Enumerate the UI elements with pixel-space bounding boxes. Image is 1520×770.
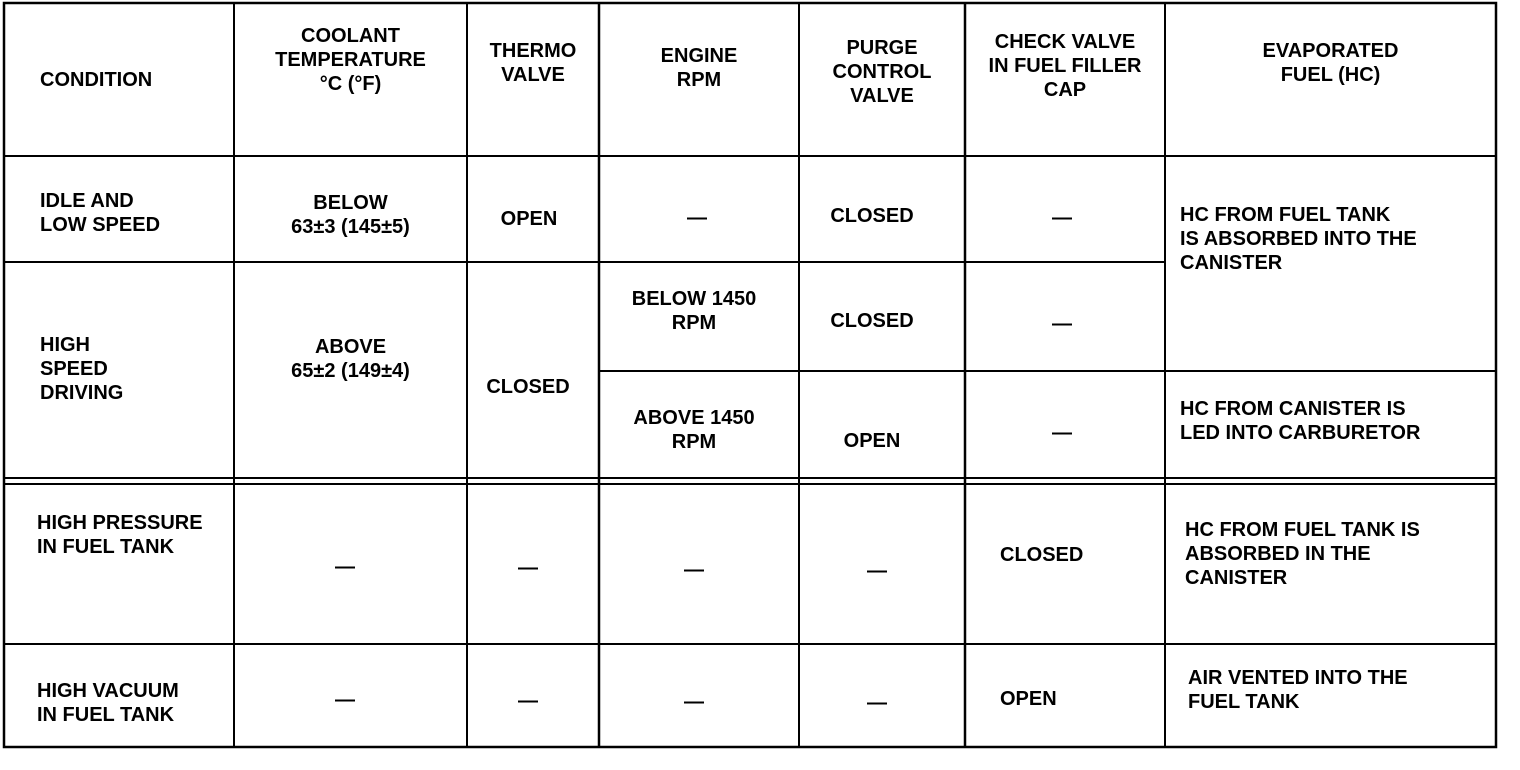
vacuum-coolant: — <box>335 689 355 711</box>
header-evaporated-fuel: EVAPORATED FUEL (HC) <box>1262 40 1399 86</box>
above-1450-rpm: ABOVE 1450 RPM <box>633 407 755 453</box>
header-purge-control-valve: PURGE CONTROL VALVE <box>832 37 932 107</box>
idle-thermo: OPEN <box>500 208 558 230</box>
pressure-rpm: — <box>684 559 704 581</box>
header-coolant-temperature: COOLANT TEMPERATURE °C (°F) <box>275 25 426 95</box>
header-thermo-valve: THERMO VALVE <box>489 40 577 86</box>
above-1450-check: — <box>1052 422 1072 444</box>
below-1450-rpm: BELOW 1450 RPM <box>631 288 757 334</box>
pressure-purge: — <box>867 560 887 582</box>
pressure-thermo: — <box>518 557 538 579</box>
pressure-check: CLOSED <box>1000 544 1084 566</box>
below-1450-purge: CLOSED <box>830 310 914 332</box>
high-speed-thermo: CLOSED <box>486 376 570 398</box>
pressure-condition: HIGH PRESSURE IN FUEL TANK <box>37 512 203 558</box>
idle-check: — <box>1052 207 1072 229</box>
vacuum-check: OPEN <box>1000 688 1057 710</box>
vacuum-purge: — <box>867 692 887 714</box>
idle-and-below-hc: HC FROM FUEL TANK IS ABSORBED INTO THE CANISTER <box>1180 204 1417 274</box>
pressure-coolant: — <box>335 556 355 578</box>
header-engine-rpm: ENGINE RPM <box>660 45 738 91</box>
high-speed-coolant: ABOVE 65±2 (149±4) <box>291 336 410 382</box>
above-1450-hc: HC FROM CANISTER IS LED INTO CARBURETOR <box>1180 398 1421 444</box>
above-1450-purge: OPEN <box>843 430 901 452</box>
high-speed-condition: HIGH SPEED DRIVING <box>40 334 124 404</box>
vacuum-hc: AIR VENTED INTO THE FUEL TANK <box>1188 667 1408 713</box>
header-check-valve: CHECK VALVE IN FUEL FILLER CAP <box>988 31 1142 101</box>
header-condition: CONDITION <box>40 69 153 91</box>
idle-condition: IDLE AND LOW SPEED <box>40 190 161 236</box>
vacuum-rpm: — <box>684 691 704 713</box>
below-1450-check: — <box>1052 313 1072 335</box>
vacuum-thermo: — <box>518 690 538 712</box>
idle-rpm: — <box>687 207 707 229</box>
pressure-hc: HC FROM FUEL TANK IS ABSORBED IN THE CANISTER <box>1185 519 1420 589</box>
vacuum-condition: HIGH VACUUM IN FUEL TANK <box>37 680 179 726</box>
idle-purge: CLOSED <box>830 205 914 227</box>
idle-coolant: BELOW 63±3 (145±5) <box>291 192 410 238</box>
